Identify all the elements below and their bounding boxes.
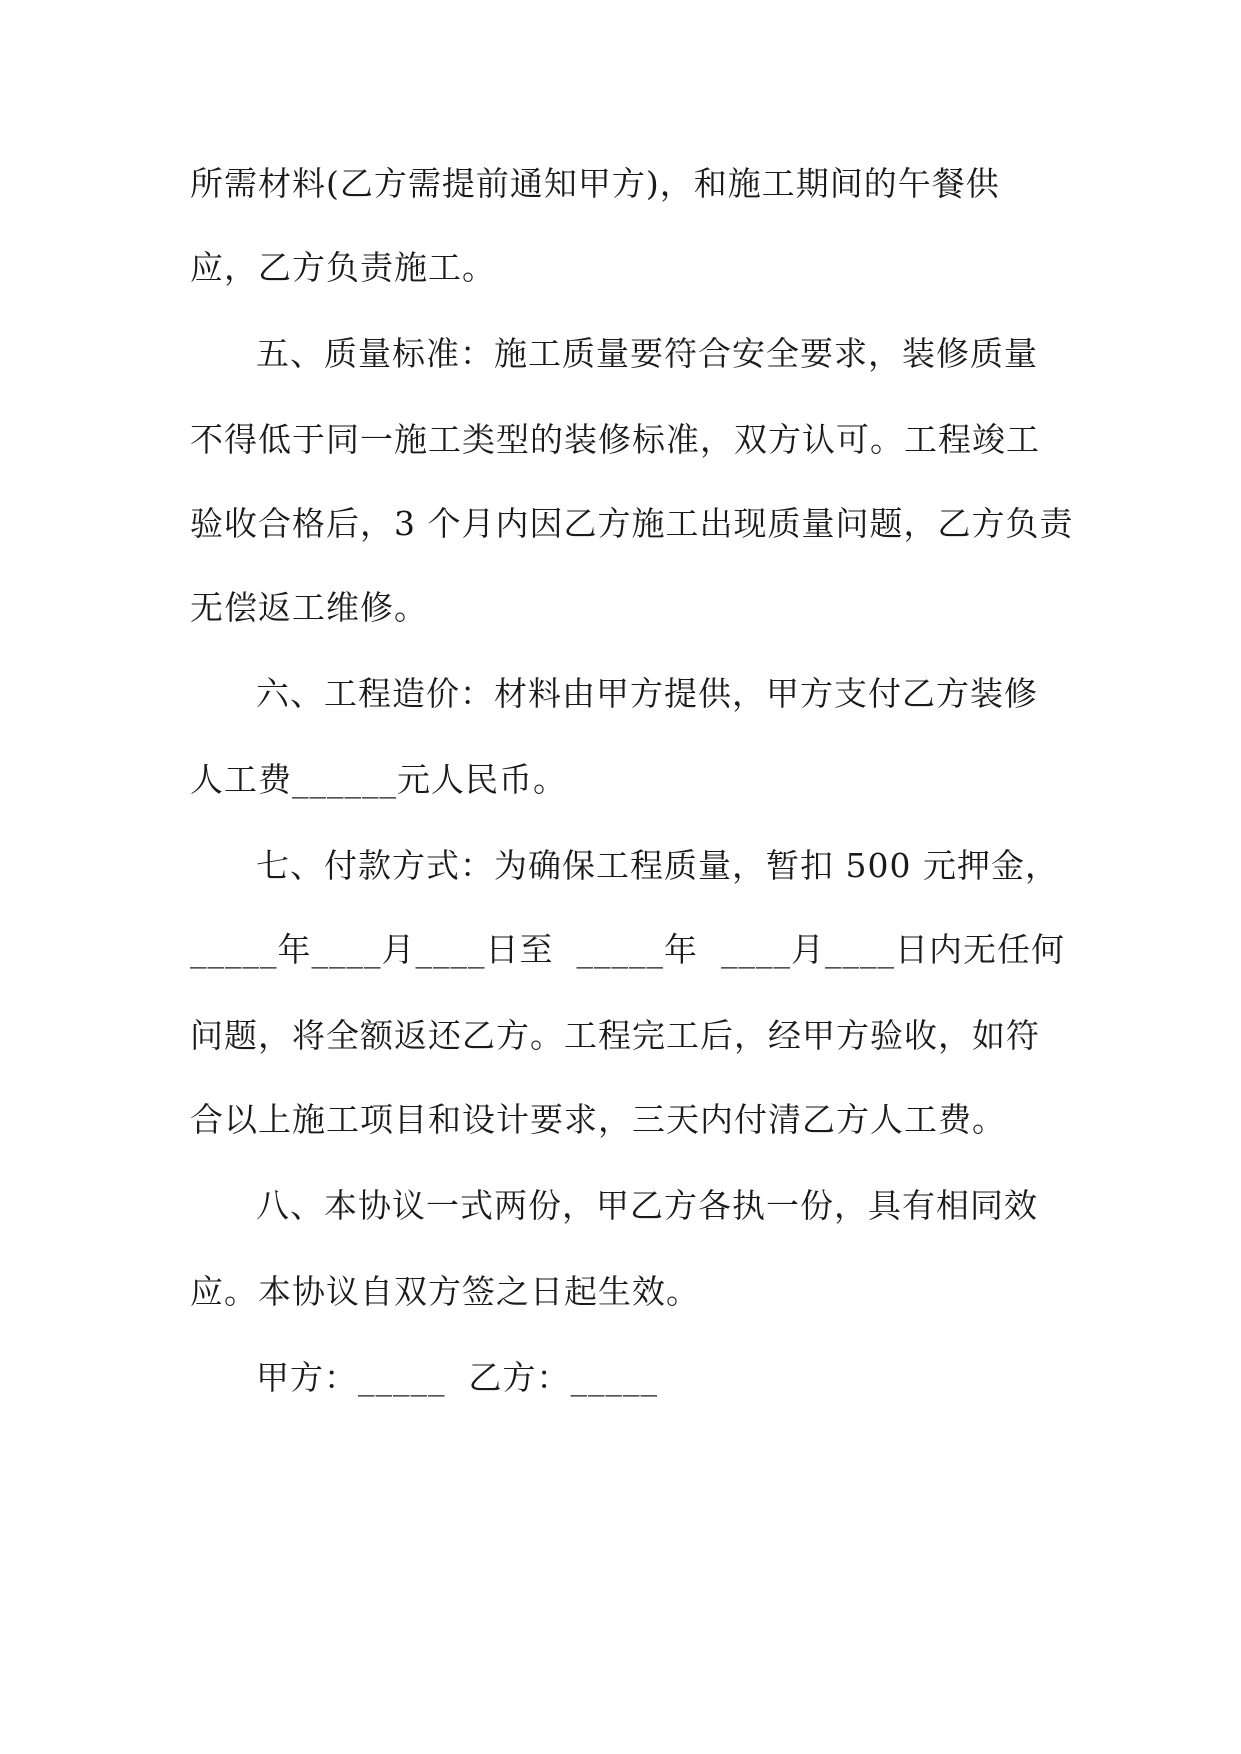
body-line-quality-2: 不得低于同一施工类型的装修标准，双方认可。工程竣工: [190, 420, 1040, 459]
body-line-refund: 问题，将全额返还乙方。工程完工后，经甲方验收，如符: [190, 1016, 1040, 1055]
body-line-quality-3: 验收合格后，3 个月内因乙方施工出现质量问题，乙方负责: [190, 504, 1074, 543]
clause-copies: 八、本协议一式两份，甲乙方各执一份，具有相同效: [256, 1186, 1038, 1225]
clause-payment-method: 七、付款方式：为确保工程质量，暂扣 500 元押金，: [256, 846, 1059, 885]
body-line-payment-terms: 合以上施工项目和设计要求，三天内付清乙方人工费。: [190, 1100, 1006, 1139]
body-line-labor-fee: 人工费______元人民币。: [190, 760, 567, 799]
clause-quality-standard: 五、质量标准：施工质量要符合安全要求，装修质量: [256, 334, 1038, 373]
body-line-effective: 应。本协议自双方签之日起生效。: [190, 1272, 700, 1311]
clause-project-cost: 六、工程造价：材料由甲方提供，甲方支付乙方装修: [256, 674, 1038, 713]
signature-line: 甲方：_____ 乙方：_____: [256, 1358, 658, 1397]
body-line-construction: 应，乙方负责施工。: [190, 248, 496, 287]
body-line-date-range: _____年____月____日至 _____年 ____月____日内无任何: [190, 930, 1065, 969]
body-line-materials: 所需材料(乙方需提前通知甲方)，和施工期间的午餐供: [190, 164, 1000, 203]
body-line-quality-4: 无偿返工维修。: [190, 588, 428, 627]
